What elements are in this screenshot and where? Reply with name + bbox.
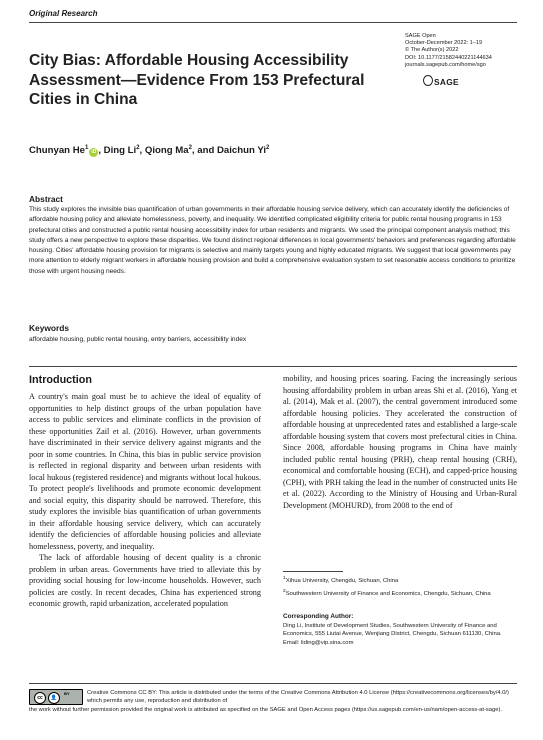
license-text-continued: the work without further permission provided the original work is attributed as specified on the SAGE and Open Access pages (https://us.sagepub.com/en-us/nam/open-access-at-sage). xyxy=(29,707,503,713)
by-label: BY xyxy=(64,691,70,696)
author-separator: , xyxy=(98,145,104,157)
doi[interactable]: DOI: 10.1177/21582440221144634 xyxy=(405,54,492,61)
intro-right-column xyxy=(283,373,517,511)
author-affiliation-marker: 2 xyxy=(136,145,140,151)
author-name: Ding Li xyxy=(103,145,137,157)
corresponding-address: Ding Li, Institute of Development Studies, Southwestern University of Finance and Economics, 555 Liutai Avenue, Wenjiang District, Chengdu, Sichuan 611130, China. xyxy=(283,622,502,637)
author-list xyxy=(29,145,269,157)
author-name: Qiong Ma xyxy=(144,145,189,157)
sage-logo-icon xyxy=(423,75,433,86)
journal-info xyxy=(405,33,540,69)
introduction-heading: Introduction xyxy=(29,374,92,386)
article-title: City Bias: Affordable Housing Accessibility Assessment—Evidence From 153 Prefectural Cities in China xyxy=(29,52,365,108)
journal-name: SAGE Open xyxy=(405,33,436,39)
person-icon: 👤 xyxy=(48,692,60,704)
footnote-number: 2 xyxy=(283,589,286,595)
footnote-text: Xihua University, Chengdu, Sichuan, China xyxy=(285,577,399,584)
journal-url[interactable]: journals.sagepub.com/home/sgo xyxy=(405,61,486,68)
section-label: Original Research xyxy=(29,9,98,18)
license-text: Creative Commons CC BY: This article is distributed under the terms of the Creative Commons Attribution 4.0 License (https://creativecommons.org/licenses/by/4.0/) which permits any use, reproduction and distribution of xyxy=(87,690,509,705)
cc-by-badge[interactable] xyxy=(29,689,83,705)
intro-paragraph-2: The lack of affordable housing of decent quality is a chronic problem in urban areas. Governments have tried to alleviate this by providing social housing for low-income households. However, such policies are costly. In recent decades, China has experienced strong economic growth, rapid urbanization, accelerated population xyxy=(29,553,261,608)
author-affiliation-marker: 2 xyxy=(266,145,270,151)
intro-paragraph-3: mobility, and housing prices soaring. Facing the increasingly serious housing affordability problem in urban areas Shi et al. (2016), Yang et al. (2014), Mak et al. (2007), the central government introduced some affordable housing policies. They accelerated the construction of affordable housing at unprecedented rates and established a large-scale affordable housing system that covers most prefectural cities in China. Since 2008, affordable housing programs in China have mainly included public rental housing (PRH), cheap rental housing (CRH), economical and comfortable housing (ECH), and capped-price housing (CPH), with PRH taking the lead in the number of constructed units He et al. (2022). According to the Ministry of Housing and Urban-Rural Development (MOHURD), from 2008 to the end of xyxy=(283,374,517,510)
abstract-text: This study explores the invisible bias quantification of urban governments in their affordable housing service delivery, which can accurately identify the deficiencies of affordable housing policy and alleviate homelessness, poverty, and inequality. We identified complicated eligibility criteria for public rental housing programs in 153 prefectural cities and constructed a public rental housing accessibility index for urban residents and migrants. We used the principal component analysis method; this study offers a new perspective to explore these disparities. We found distinct regional differences in local governments' behaviors and preferences regarding affordable housing. Cities' affordable housing provision for migrants is selective and mainly targets young and highly educated migrants. We suggest that local governments pay more attention to elderly migrant workers in affordable housing provision and build a comprehensive evaluation system to set reasonable access conditions to prioritize those with urgent housing needs. xyxy=(29,206,516,275)
affiliation-footnotes xyxy=(283,575,517,602)
sage-logo: SAGE xyxy=(423,75,459,87)
author-affiliation-marker: 1 xyxy=(84,145,89,151)
cc-icon: cc xyxy=(34,692,46,704)
corresponding-email[interactable]: Email: liding@vip.sina.com xyxy=(283,639,354,646)
affiliation-footnote xyxy=(283,575,517,585)
top-rule xyxy=(29,22,517,23)
license-rule xyxy=(29,683,517,684)
intro-rule xyxy=(29,366,517,367)
keywords-heading: Keywords xyxy=(29,323,70,333)
author-separator: , and xyxy=(191,145,217,157)
author-name: Chunyan He xyxy=(29,145,85,157)
footnote-number: 1 xyxy=(283,576,286,581)
abstract-heading: Abstract xyxy=(29,194,63,204)
footnote-text: Southwestern University of Finance and Economics, Chengdu, Sichuan, China xyxy=(285,591,491,598)
author-affiliation-marker: 2 xyxy=(188,145,192,151)
journal-issue: October-December 2022: 1–19 xyxy=(405,40,483,47)
intro-left-column xyxy=(29,391,261,610)
keywords-text: affordable housing, public rental housing, entry barriers, accessibility index xyxy=(29,336,247,343)
copyright: © The Author(s) 2022 xyxy=(405,47,459,54)
footnote-rule xyxy=(283,571,343,572)
corresponding-heading: Corresponding Author: xyxy=(283,613,354,620)
orcid-icon[interactable]: iD xyxy=(91,149,97,156)
author-separator: , xyxy=(139,145,145,157)
intro-paragraph-1: A country's main goal must be to achieve the ideal of equality of opportunities to help distinct groups of the urban population have access to public services and eliminate conflicts in the provision of these opportunities Zail et al. (2016). However, urban governments have discriminated in their service delivery against migrants and the poor in some countries. In China, this bias in public service provision is reflected in regional disparity and between urban residents with local hukous (registered residence) and migrants without local hukous. To protect people's livelihoods and promote economic development and social equity, this disparity should be narrowed. Therefore, this study explores the invisible bias quantification of urban governments in their affordable housing service delivery, which can accurately identify the deficiencies of affordable housing policies and alleviate homelessness, poverty, and inequality. xyxy=(29,392,261,551)
corresponding-author xyxy=(283,613,517,647)
author-name: Daichun Yi xyxy=(216,145,267,157)
affiliation-footnote xyxy=(283,588,517,598)
